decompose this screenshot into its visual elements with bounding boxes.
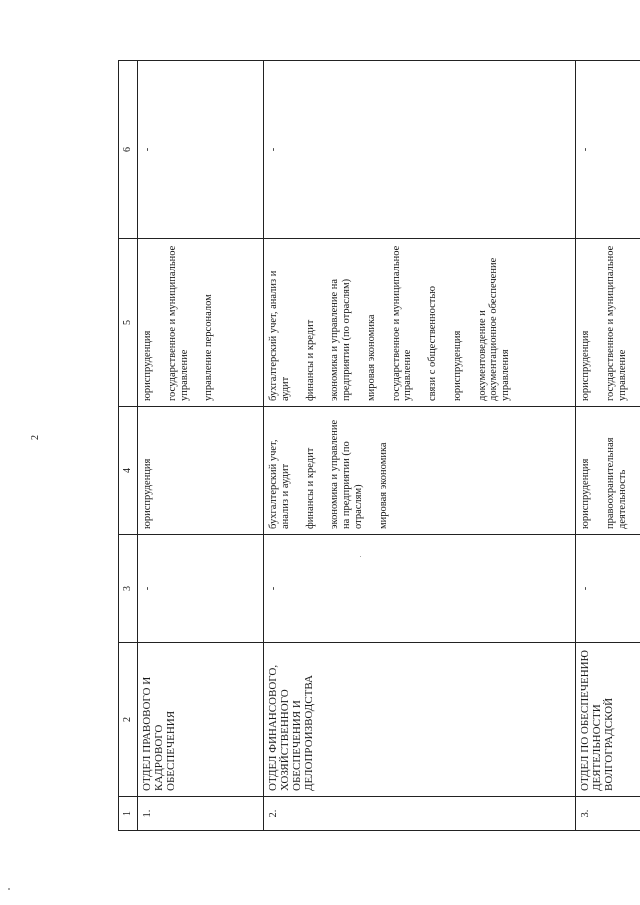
header-col-5: 5 xyxy=(119,239,138,407)
department-name: ОТДЕЛ ФИНАНСОВОГО, ХОЗЯЙСТВЕННОГО ОБЕСПЕЧЕНИЯ И ДЕЛОПРОИЗВОДСТВА xyxy=(264,643,576,797)
rotated-table-wrapper xyxy=(118,61,628,831)
col6-value: - xyxy=(264,61,576,239)
col4-specialties xyxy=(576,407,640,535)
department-name: ОТДЕЛ ПО ОБЕСПЕЧЕНИЮ ДЕЯТЕЛЬНОСТИ ВОЛГОГРАДСКОЙ xyxy=(576,643,640,797)
row-number: 2. xyxy=(264,797,576,831)
specialty-item: документоведение и документационное обеспечение управления xyxy=(476,257,511,401)
col5-specialties xyxy=(138,239,264,407)
col5-specialties xyxy=(264,239,576,407)
col4-specialties xyxy=(264,407,576,535)
staffing-requirements-table xyxy=(118,60,640,831)
specialty-item: юриспруденция xyxy=(451,330,463,401)
specialty-item: экономика и управление на предприятии (по отраслям) xyxy=(329,419,364,529)
specialty-item: бухгалтерский учет, анализ и аудит xyxy=(268,439,291,529)
specialty-item: юриспруденция xyxy=(142,330,153,401)
specialty-item: финансы и кредит xyxy=(304,447,316,529)
table-header-row xyxy=(119,61,138,831)
specialty-item: бухгалтерский учет, анализ и аудит xyxy=(268,270,291,401)
specialty-item: финансы и кредит xyxy=(304,319,316,401)
department-name: ОТДЕЛ ПРАВОВОГО И КАДРОВОГО ОБЕСПЕЧЕНИЯ xyxy=(138,643,264,797)
table-row xyxy=(264,61,576,831)
col5-specialties xyxy=(576,239,640,407)
col3-value: - xyxy=(138,535,264,643)
page-number: 2 xyxy=(30,435,41,440)
specialty-item: правоохранительная деятельность xyxy=(604,437,628,529)
specialty-item: государственное и муниципальное управление xyxy=(604,245,628,401)
specialty-item: экономика и управление на предприятии (по отраслям) xyxy=(329,278,352,401)
specialty-item: связи с общественностью xyxy=(427,285,438,401)
specialty-item: мировая экономика xyxy=(365,314,377,401)
specialty-item: юриспруденция xyxy=(580,330,591,401)
table-row xyxy=(138,61,264,831)
specialty-item: государственное и муниципальное управление xyxy=(166,245,190,401)
col3-value: - xyxy=(576,535,640,643)
header-col-3: 3 xyxy=(119,535,138,643)
col6-value: - xyxy=(138,61,264,239)
specialty-item: мировая экономика xyxy=(377,442,389,529)
col3-value: - xyxy=(264,535,576,643)
col4-specialties xyxy=(138,407,264,535)
header-col-2: 2 xyxy=(119,643,138,797)
row-number: 1. xyxy=(138,797,264,831)
row-number: 3. xyxy=(576,797,640,831)
header-col-4: 4 xyxy=(119,407,138,535)
specialty-item: юриспруденция xyxy=(142,458,153,529)
specialty-item: юриспруденция xyxy=(580,458,591,529)
table-row xyxy=(576,61,640,831)
specialty-item: управление персоналом xyxy=(203,294,215,401)
col6-value: - xyxy=(576,61,640,239)
specialty-item: государственное и муниципальное управление xyxy=(390,245,414,401)
header-col-6: 6 xyxy=(119,61,138,239)
header-col-1: 1 xyxy=(119,797,138,831)
